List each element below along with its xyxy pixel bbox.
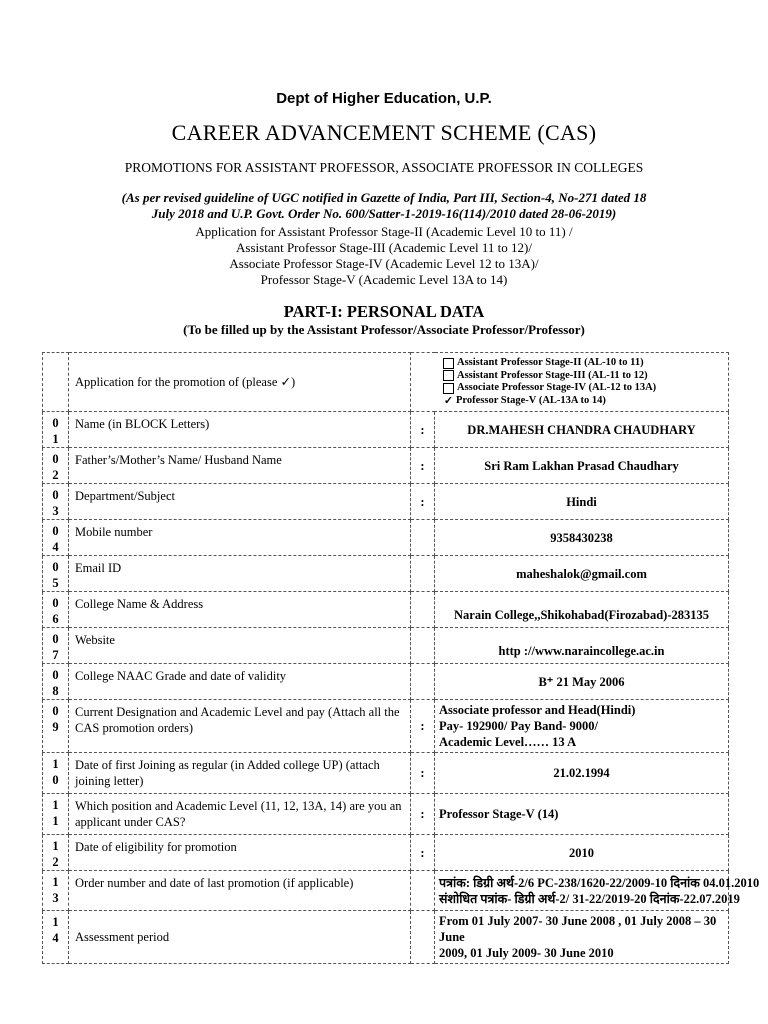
row-colon: : xyxy=(411,835,435,871)
row-number-digit: 3 xyxy=(52,504,59,518)
row-number-digit: 0 xyxy=(52,632,59,646)
table-row xyxy=(43,412,729,448)
row-number-digit: 1 xyxy=(52,915,59,929)
row-label: Email ID xyxy=(69,556,411,592)
row-label: Assessment period xyxy=(69,911,411,964)
application-line: Assistant Professor Stage-III (Academic Level 11 to 12)/ xyxy=(236,240,532,255)
row-value-line: Academic Level…… 13 A xyxy=(439,735,577,749)
row-value-line: Narain College,,Shikohabad(Firozabad)-283135 xyxy=(454,608,709,622)
row-colon xyxy=(411,664,435,700)
row-number xyxy=(43,448,69,484)
document-title: CAREER ADVANCEMENT SCHEME (CAS) xyxy=(171,120,597,145)
row-colon xyxy=(411,911,435,964)
row-number-digit: 0 xyxy=(52,560,59,574)
row-value[interactable] xyxy=(435,556,729,592)
guideline-line: July 2018 and U.P. Govt. Order No. 600/Satter-1-2019-16(114)/2010 dated 28-06-2019) xyxy=(151,206,617,221)
row-number-digit: 0 xyxy=(52,668,59,682)
row-value[interactable] xyxy=(435,520,729,556)
row-number-digit: 0 xyxy=(52,416,59,430)
department-heading: Dept of Higher Education, U.P. xyxy=(276,90,492,107)
promotion-option-label: Assistant Professor Stage-II (AL-10 to 11) xyxy=(457,357,644,368)
row-colon xyxy=(411,556,435,592)
table-row xyxy=(43,700,729,753)
row-label: Current Designation and Academic Level and pay (Attach all the CAS promotion orders) xyxy=(69,700,411,753)
row-number-digit: 2 xyxy=(52,468,59,482)
application-line: Application for Assistant Professor Stage-II (Academic Level 10 to 11) / xyxy=(195,224,573,239)
promotion-row xyxy=(43,353,729,412)
row-number xyxy=(43,412,69,448)
row-number-digit: 3 xyxy=(52,891,59,905)
row-colon xyxy=(411,520,435,556)
row-number xyxy=(43,700,69,753)
row-number xyxy=(43,556,69,592)
document-subtitle: PROMOTIONS FOR ASSISTANT PROFESSOR, ASSOCIATE PROFESSOR IN COLLEGES xyxy=(124,160,644,175)
row-value[interactable] xyxy=(435,592,729,628)
row-label: College Name & Address xyxy=(69,592,411,628)
row-label: College NAAC Grade and date of validity xyxy=(69,664,411,700)
part-subtitle: (To be filled up by the Assistant Professor/Associate Professor/Professor) xyxy=(183,322,585,337)
row-value-line: http ://www.naraincollege.ac.in xyxy=(498,644,665,658)
row-number-digit: 1 xyxy=(52,839,59,853)
row-number xyxy=(43,835,69,871)
promotion-option[interactable] xyxy=(443,357,724,370)
row-number-digit: 0 xyxy=(52,452,59,466)
row-number-digit: 1 xyxy=(52,875,59,889)
row-label: Website xyxy=(69,628,411,664)
table-row xyxy=(43,448,729,484)
table-row xyxy=(43,911,729,964)
row-colon: : xyxy=(411,484,435,520)
row-value-line: B⁺ 21 May 2006 xyxy=(538,674,625,689)
promotion-options xyxy=(411,353,729,412)
row-colon: : xyxy=(411,412,435,448)
row-value[interactable] xyxy=(435,664,729,700)
row-number xyxy=(43,753,69,794)
promotion-option-label: Professor Stage-V (AL-13A to 14) xyxy=(456,394,606,406)
row-value-line: Associate professor and Head(Hindi) xyxy=(439,703,636,717)
row-colon xyxy=(411,628,435,664)
row-number-digit: 8 xyxy=(52,684,59,698)
row-number-digit: 7 xyxy=(52,648,59,662)
table-row xyxy=(43,794,729,835)
row-colon: : xyxy=(411,700,435,753)
row-label: Date of eligibility for promotion xyxy=(69,835,411,871)
row-value-line: 2010 xyxy=(569,845,594,860)
row-label: Order number and date of last promotion (if applicable) xyxy=(69,871,411,911)
row-value[interactable] xyxy=(435,871,760,911)
row-value-line: Hindi xyxy=(566,494,597,509)
row-number-digit: 2 xyxy=(52,855,59,869)
row-number xyxy=(43,664,69,700)
row-number xyxy=(43,871,69,911)
table-row xyxy=(43,520,729,556)
row-label: Father’s/Mother’s Name/ Husband Name xyxy=(69,448,411,484)
row-number-digit: 4 xyxy=(52,931,59,945)
checkbox-icon[interactable] xyxy=(443,383,454,394)
row-value[interactable] xyxy=(435,628,729,664)
row-value-line: Sri Ram Lakhan Prasad Chaudhary xyxy=(484,458,679,473)
row-value[interactable] xyxy=(435,412,729,448)
table-row xyxy=(43,753,729,794)
promotion-option[interactable] xyxy=(443,370,724,383)
row-value[interactable] xyxy=(435,484,729,520)
row-value-line: पत्रांक: डिग्री अर्थ-2/6 PC-238/1620-22/2009-10 दिनांक 04.01.2010 xyxy=(439,875,760,890)
personal-data-table xyxy=(42,352,760,964)
row-value-line: maheshalok@gmail.com xyxy=(516,566,647,581)
row-value-line: June xyxy=(439,930,465,944)
application-line: Associate Professor Stage-IV (Academic Level 12 to 13A)/ xyxy=(229,256,539,271)
row-number-digit: 4 xyxy=(52,540,59,554)
row-number-digit: 0 xyxy=(52,773,59,787)
row-value-line: संशोधित पत्रांक- डिग्री अर्थ-2/ 31-22/2019-20 दिनांक-22.07.2019 xyxy=(439,891,740,906)
row-colon xyxy=(411,592,435,628)
row-number-digit: 0 xyxy=(52,488,59,502)
guideline-line: (As per revised guideline of UGC notified in Gazette of India, Part III, Section-4, No-271 dated 18 xyxy=(121,190,647,205)
table-row xyxy=(43,871,729,911)
promotion-option-label: Assistant Professor Stage-III (AL-11 to 12) xyxy=(457,369,648,381)
row-number-digit: 6 xyxy=(52,612,59,626)
table-row xyxy=(43,628,729,664)
row-number xyxy=(43,520,69,556)
row-label: Which position and Academic Level (11, 12, 13A, 14) are you an applicant under CAS? xyxy=(69,794,411,835)
row-colon xyxy=(411,871,435,911)
row-number xyxy=(43,911,69,964)
row-value-line: DR.MAHESH CHANDRA CHAUDHARY xyxy=(467,422,696,437)
promotion-option[interactable] xyxy=(443,382,724,395)
row-value-line: Pay- 192900/ Pay Band- 9000/ xyxy=(439,719,599,733)
row-value-line: From 01 July 2007- 30 June 2008 , 01 July 2008 – 30 xyxy=(439,914,717,928)
row-number xyxy=(43,628,69,664)
row-number xyxy=(43,484,69,520)
row-label: Mobile number xyxy=(69,520,411,556)
row-number-digit: 5 xyxy=(52,576,59,590)
row-number-digit: 0 xyxy=(52,596,59,610)
row-value[interactable] xyxy=(435,753,729,794)
row-value-line: 21.02.1994 xyxy=(553,766,610,780)
checkbox-icon[interactable] xyxy=(443,370,454,381)
application-lines xyxy=(60,224,708,288)
table-row xyxy=(43,592,729,628)
row-colon: : xyxy=(411,448,435,484)
row-value[interactable] xyxy=(435,835,729,871)
checkmark-icon[interactable]: ✓ xyxy=(443,394,454,407)
row-colon: : xyxy=(411,753,435,794)
guideline-note xyxy=(80,190,688,222)
row-value[interactable] xyxy=(435,911,729,964)
row-value[interactable] xyxy=(435,700,729,753)
row-label: Application for the promotion of (please ✓) xyxy=(69,353,411,412)
row-number-digit: 0 xyxy=(52,524,59,538)
promotion-option-label: Associate Professor Stage-IV (AL-12 to 13A) xyxy=(457,382,657,393)
row-number xyxy=(43,353,69,412)
row-number-digit: 1 xyxy=(52,432,59,446)
table-row xyxy=(43,556,729,592)
table-row xyxy=(43,484,729,520)
row-number-digit: 1 xyxy=(52,798,59,812)
table-row xyxy=(43,664,729,700)
promotion-option[interactable] xyxy=(443,395,724,408)
row-label: Name (in BLOCK Letters) xyxy=(69,412,411,448)
row-number-digit: 9 xyxy=(52,720,59,734)
table-row xyxy=(43,835,729,871)
checkbox-icon[interactable] xyxy=(443,358,454,369)
row-value-line: Professor Stage-V (14) xyxy=(439,807,559,821)
row-colon: : xyxy=(411,794,435,835)
row-value[interactable] xyxy=(435,794,729,835)
row-number-digit: 1 xyxy=(52,814,59,828)
part-title: PART-I: PERSONAL DATA xyxy=(283,302,485,321)
row-number-digit: 0 xyxy=(52,704,59,718)
row-number xyxy=(43,794,69,835)
application-line: Professor Stage-V (Academic Level 13A to 14) xyxy=(260,272,508,287)
row-number xyxy=(43,592,69,628)
row-number-digit: 1 xyxy=(52,757,59,771)
row-value-line: 9358430238 xyxy=(550,530,613,545)
row-label: Date of first Joining as regular (in Added college UP) (attach joining letter) xyxy=(69,753,411,794)
row-value-line: 2009, 01 July 2009- 30 June 2010 xyxy=(439,946,614,960)
row-label: Department/Subject xyxy=(69,484,411,520)
row-value[interactable] xyxy=(435,448,729,484)
